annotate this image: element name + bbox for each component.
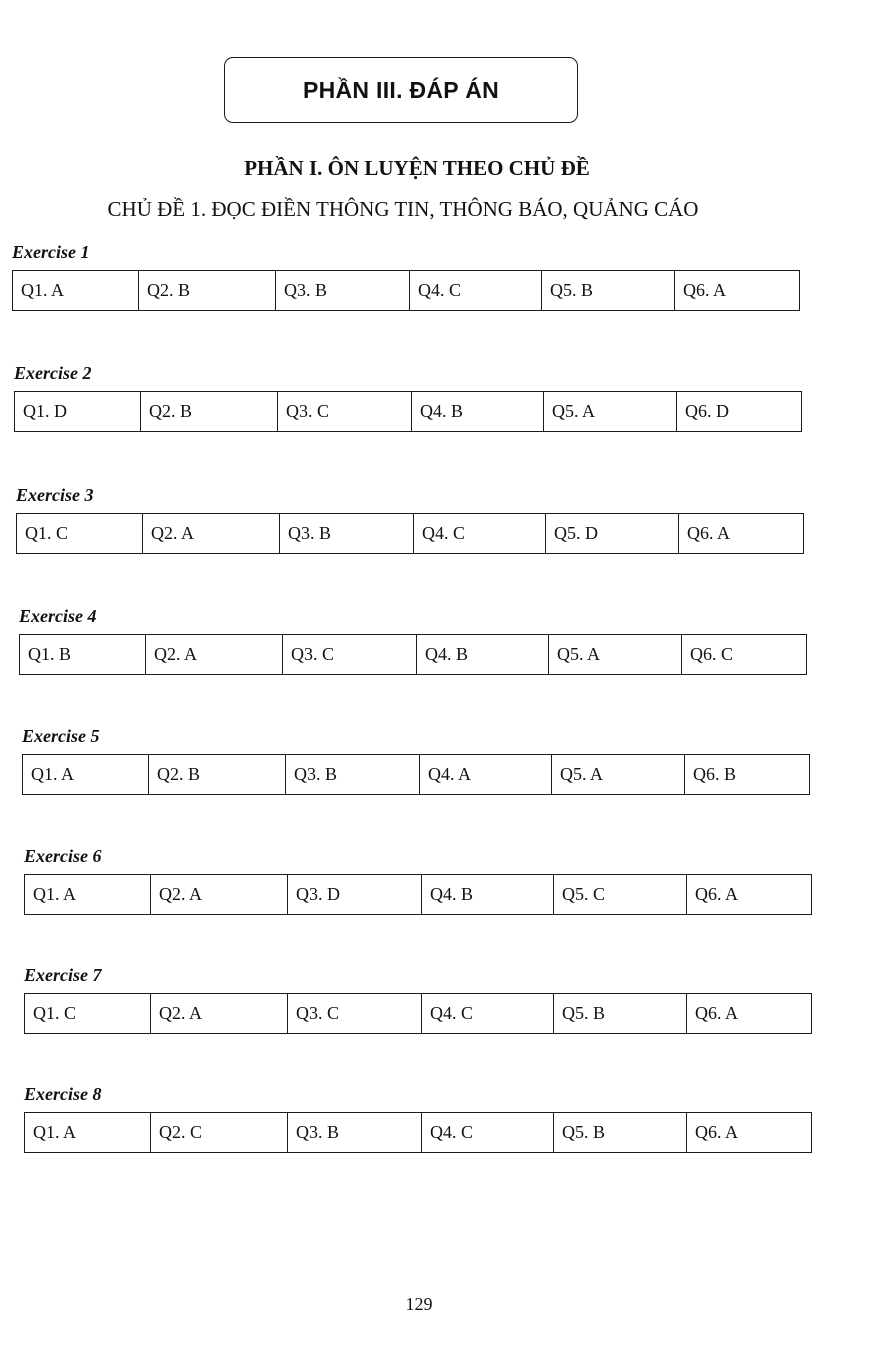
answer-cell: Q3. C (288, 994, 422, 1034)
answer-cell: Q1. C (25, 994, 151, 1034)
answer-cell: Q3. B (280, 514, 414, 554)
answer-cell: Q1. C (17, 514, 143, 554)
answer-cell: Q3. C (283, 635, 417, 675)
answer-table (24, 993, 812, 1034)
exercise-block (22, 725, 810, 795)
answer-cell: Q5. B (542, 271, 675, 311)
answer-cell: Q2. A (151, 994, 288, 1034)
exercise-label: Exercise 5 (22, 726, 100, 746)
answer-cell: Q4. C (410, 271, 542, 311)
answer-cell: Q5. C (554, 875, 687, 915)
exercise-block (14, 362, 802, 432)
answer-cell: Q6. A (675, 271, 800, 311)
answer-cell: Q3. D (288, 875, 422, 915)
answer-cell: Q2. B (139, 271, 276, 311)
section-banner: PHẦN III. ĐÁP ÁN (224, 57, 578, 123)
answer-row (25, 875, 812, 915)
answer-row (20, 635, 807, 675)
answer-cell: Q1. B (20, 635, 146, 675)
answer-cell: Q5. A (552, 755, 685, 795)
exercise-label: Exercise 6 (24, 846, 102, 866)
answer-cell: Q6. A (687, 994, 812, 1034)
answer-cell: Q4. C (422, 1113, 554, 1153)
answer-cell: Q3. B (288, 1113, 422, 1153)
answer-cell: Q6. A (687, 875, 812, 915)
answer-cell: Q5. B (554, 1113, 687, 1153)
exercise-block (19, 605, 807, 675)
page-number: 129 (405, 1294, 433, 1314)
answer-cell: Q2. B (149, 755, 286, 795)
answer-cell: Q6. B (685, 755, 810, 795)
answer-row (25, 994, 812, 1034)
answer-row (23, 755, 810, 795)
answer-row (13, 271, 800, 311)
answer-row (15, 392, 802, 432)
exercise-label: Exercise 7 (24, 965, 102, 985)
answer-row (17, 514, 804, 554)
answer-table (12, 270, 800, 311)
answer-cell: Q1. A (25, 875, 151, 915)
answer-cell: Q5. B (554, 994, 687, 1034)
exercise-label: Exercise 2 (14, 363, 92, 383)
answer-cell: Q5. A (549, 635, 682, 675)
exercise-block (12, 241, 800, 311)
exercise-label: Exercise 8 (24, 1084, 102, 1104)
exercise-label: Exercise 4 (19, 606, 97, 626)
exercise-block (24, 845, 812, 915)
answer-cell: Q2. A (146, 635, 283, 675)
answer-cell: Q4. C (422, 994, 554, 1034)
answer-table (24, 874, 812, 915)
answer-cell: Q4. C (414, 514, 546, 554)
answer-cell: Q1. A (13, 271, 139, 311)
answer-cell: Q6. A (687, 1113, 812, 1153)
answer-cell: Q1. A (23, 755, 149, 795)
answer-table (14, 391, 802, 432)
answer-cell: Q3. B (276, 271, 410, 311)
answer-cell: Q4. B (412, 392, 544, 432)
answer-cell: Q5. D (546, 514, 679, 554)
answer-cell: Q6. C (682, 635, 807, 675)
exercise-block (24, 964, 812, 1034)
answer-row (25, 1113, 812, 1153)
answer-table (22, 754, 810, 795)
answer-cell: Q6. D (677, 392, 802, 432)
exercise-block (16, 484, 804, 554)
answer-cell: Q2. A (143, 514, 280, 554)
answer-cell: Q1. D (15, 392, 141, 432)
answer-cell: Q2. A (151, 875, 288, 915)
answer-cell: Q1. A (25, 1113, 151, 1153)
exercise-label: Exercise 3 (16, 485, 94, 505)
answer-table (24, 1112, 812, 1153)
answer-cell: Q5. A (544, 392, 677, 432)
answer-cell: Q2. B (141, 392, 278, 432)
answer-cell: Q4. B (422, 875, 554, 915)
answer-cell: Q6. A (679, 514, 804, 554)
answer-cell: Q3. B (286, 755, 420, 795)
answer-table (16, 513, 804, 554)
answer-cell: Q4. A (420, 755, 552, 795)
answer-cell: Q2. C (151, 1113, 288, 1153)
answer-table (19, 634, 807, 675)
answer-cell: Q3. C (278, 392, 412, 432)
answer-cell: Q4. B (417, 635, 549, 675)
exercise-label: Exercise 1 (12, 242, 90, 262)
exercise-block (24, 1083, 812, 1153)
topic-title: CHỦ ĐỀ 1. ĐỌC ĐIỀN THÔNG TIN, THÔNG BÁO, QUẢNG CÁO (107, 197, 699, 221)
part-title: PHẦN I. ÔN LUYỆN THEO CHỦ ĐỀ (244, 156, 590, 180)
